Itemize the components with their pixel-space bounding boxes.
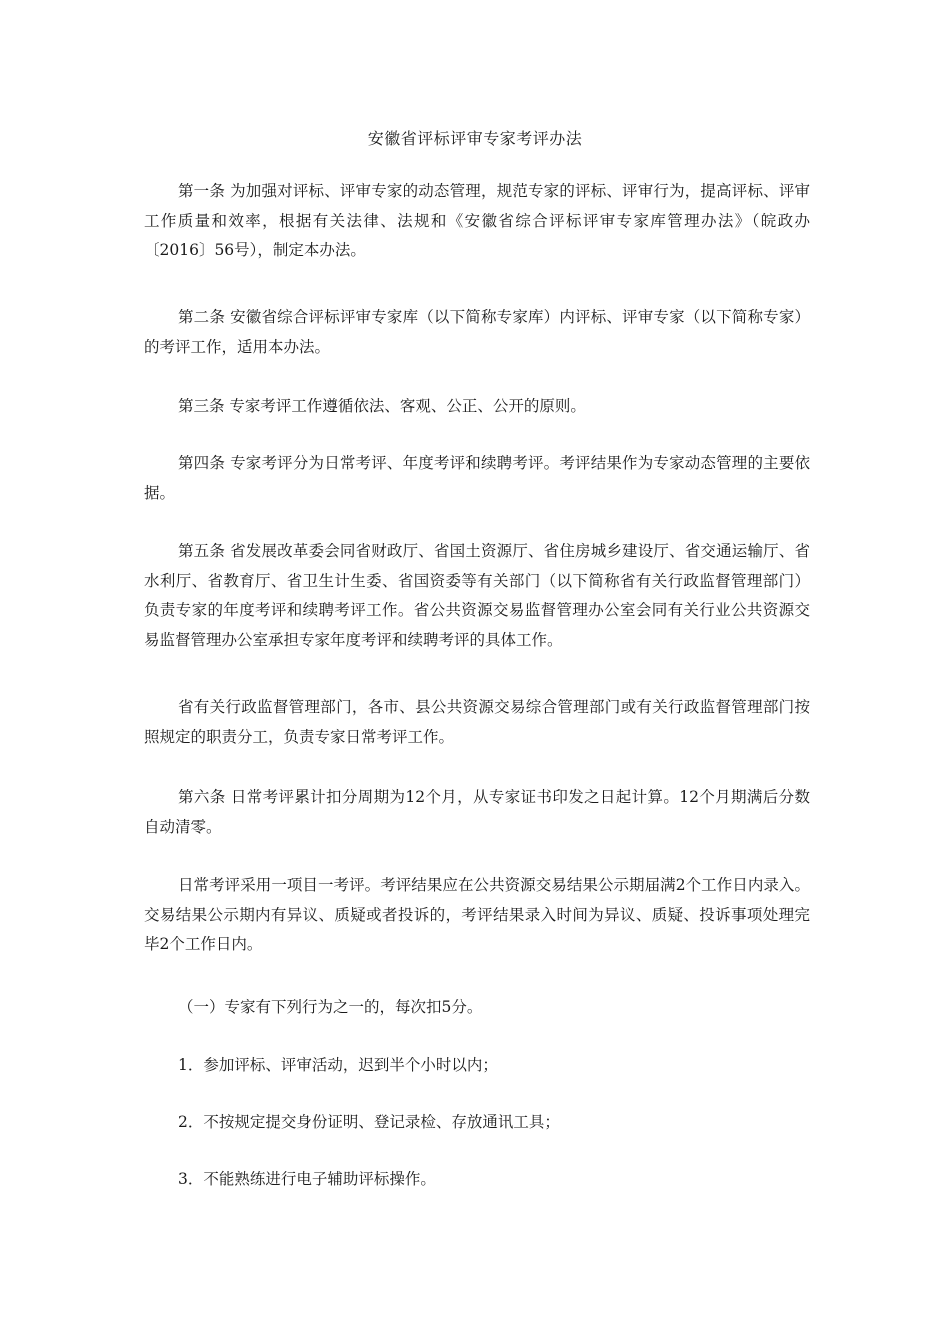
paragraph-article-3: 第三条 专家考评工作遵循依法、客观、公正、公开的原则。	[178, 397, 586, 415]
document-title: 安徽省评标评审专家考评办法	[367, 129, 583, 148]
list-item-2: 2．不按规定提交身份证明、登记录检、存放通讯工具；	[178, 1113, 560, 1131]
paragraph-article-5: 第五条 省发展改革委会同省财政厅、省国土资源厅、省住房城乡建设厅、省交通运输厅、省水利厅、省教育厅、省卫生计生委、省国资委等有关部门（以下简称省有关行政监督管理部门）负责专家的年度考评和续聘考评工作。省公共资源交易监督管理办公室会同有关行业公共资源交易监督管理办公室承担专家年度考评和续聘考评的具体工作。	[144, 542, 810, 649]
paragraph-article-1: 第一条 为加强对评标、评审专家的动态管理，规范专家的评标、评审行为，提高评标、评审工作质量和效率，根据有关法律、法规和《安徽省综合评标评审专家库管理办法》（皖政办〔2016〕56号），制定本办法。	[144, 182, 810, 259]
paragraph-article-4: 第四条 专家考评分为日常考评、年度考评和续聘考评。考评结果作为专家动态管理的主要依据。	[144, 454, 810, 502]
paragraph-item-heading: （一）专家有下列行为之一的，每次扣5分。	[178, 998, 483, 1016]
paragraph-article-2: 第二条 安徽省综合评标评审专家库（以下简称专家库）内评标、评审专家（以下简称专家）的考评工作，适用本办法。	[144, 308, 810, 356]
list-item-1: 1．参加评标、评审活动，迟到半个小时以内；	[178, 1056, 498, 1074]
list-item-3: 3．不能熟练进行电子辅助评标操作。	[178, 1170, 436, 1188]
paragraph-article-6: 第六条 日常考评累计扣分周期为12个月，从专家证书印发之日起计算。12个月期满后分数自动清零。	[144, 788, 810, 836]
paragraph-article-5-cont: 省有关行政监督管理部门，各市、县公共资源交易综合管理部门或有关行政监督管理部门按照规定的职责分工，负责专家日常考评工作。	[144, 698, 810, 746]
paragraph-article-6-cont: 日常考评采用一项目一考评。考评结果应在公共资源交易结果公示期届满2个工作日内录入。交易结果公示期内有异议、质疑或者投诉的，考评结果录入时间为异议、质疑、投诉事项处理完毕2个工作日内。	[144, 876, 810, 953]
